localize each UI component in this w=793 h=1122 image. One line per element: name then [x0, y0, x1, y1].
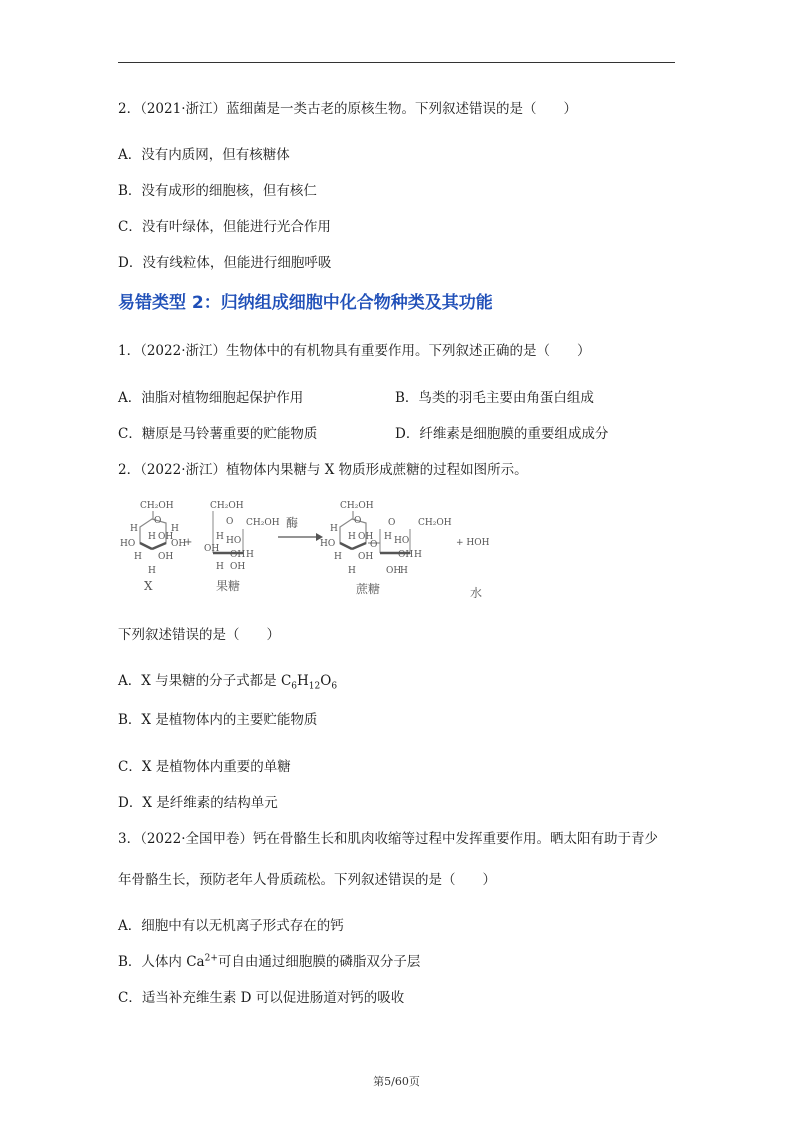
- sucrose-h: H: [384, 532, 392, 542]
- question-stem: 2．（2022·浙江）植物体内果糖与 X 物质形成蔗糖的过程如图所示。: [118, 462, 528, 478]
- formula-h: H: [297, 673, 309, 689]
- label-fructose: 果糖: [216, 579, 241, 593]
- superscript: 2+: [204, 953, 218, 964]
- subscript: 12: [308, 681, 321, 692]
- sucrose-ho: HO: [394, 536, 410, 546]
- question-stem: 1．（2022·浙江）生物体中的有机物具有重要作用。下列叙述正确的是（ ）: [118, 343, 591, 359]
- label-x: X: [144, 579, 153, 593]
- glucose-ring-o: O: [154, 516, 162, 526]
- question-stem-line2: 年骨骼生长，预防老年人骨质疏松。下列叙述错误的是（ ）: [118, 872, 496, 888]
- question-stem: 2．（2021·浙江）蓝细菌是一类古老的原核生物。下列叙述错误的是（ ）: [118, 101, 577, 117]
- sucrose-ring-o: O: [388, 518, 396, 528]
- glucose-h: H: [148, 566, 156, 576]
- fructose-h: H: [216, 562, 224, 572]
- glucose-oh: OH: [171, 539, 187, 549]
- plus-water: + HOH: [456, 538, 490, 548]
- fructose-oh: OH: [230, 550, 246, 560]
- sucrose-h: H: [348, 566, 356, 576]
- fructose-h: H: [246, 550, 254, 560]
- question-prompt: 下列叙述错误的是（ ）: [118, 627, 280, 643]
- question-stem-line1: 3．（2022·全国甲卷）钙在骨骼生长和肌肉收缩等过程中发挥重要作用。晒太阳有助于青少: [118, 831, 658, 847]
- option-b-text-rest: 可自由通过细胞膜的磷脂双分子层: [217, 954, 421, 970]
- fructose-ch2oh: CH₂OH: [246, 518, 280, 528]
- plus-sign: +: [184, 537, 193, 548]
- sucrose-oh: OH: [358, 552, 374, 562]
- fructose-ch2oh: CH₂OH: [210, 501, 244, 511]
- label-water: 水: [470, 586, 483, 600]
- sucrose-h: H: [400, 566, 408, 576]
- option-b-text: B．人体内 Ca: [118, 954, 205, 970]
- enzyme-label: 酶: [286, 516, 299, 530]
- sucrose-ring-o: O: [354, 516, 362, 526]
- option-c: C．适当补充维生素 D 可以促进肠道对钙的吸收: [118, 990, 405, 1006]
- option-d: D．纤维素是细胞膜的重要组成成分: [395, 426, 609, 442]
- option-b: B．没有成形的细胞核，但有核仁: [118, 183, 317, 199]
- fructose-oh: OH: [230, 562, 246, 572]
- sucrose-oh: OH: [386, 566, 402, 576]
- subscript: 6: [331, 681, 338, 692]
- glucose-h: H: [148, 532, 156, 542]
- fructose-structure: [204, 501, 280, 572]
- sucrose-oh: OH: [398, 550, 414, 560]
- glucose-ho: HO: [120, 539, 136, 549]
- glucose-oh: OH: [158, 532, 174, 542]
- fructose-h: H: [216, 532, 224, 542]
- sucrose-formation-diagram: [118, 495, 518, 610]
- sucrose-h: H: [334, 552, 342, 562]
- option-a: A．油脂对植物细胞起保护作用: [118, 390, 304, 406]
- option-c: C．没有叶绿体，但能进行光合作用: [118, 219, 331, 235]
- option-b: B．X 是植物体内的主要贮能物质: [118, 712, 318, 728]
- formula-o: O: [320, 673, 332, 689]
- sucrose-oh: OH: [358, 532, 374, 542]
- sucrose-structure: [320, 501, 452, 576]
- sucrose-ch2oh: CH₂OH: [340, 501, 374, 511]
- label-sucrose: 蔗糖: [356, 582, 381, 596]
- option-d: D．X 是纤维素的结构单元: [118, 795, 278, 811]
- sucrose-h: H: [330, 524, 338, 534]
- option-d: D．没有线粒体，但能进行细胞呼吸: [118, 255, 332, 271]
- glucose-structure: [120, 501, 186, 576]
- glucose-h: H: [130, 524, 138, 534]
- fructose-ho: HO: [226, 536, 242, 546]
- option-b: B．鸟类的羽毛主要由角蛋白组成: [395, 390, 594, 406]
- option-a-text: A．X 与果糖的分子式都是 C: [118, 673, 292, 689]
- sucrose-ho: HO: [320, 539, 336, 549]
- subscript: 6: [291, 681, 298, 692]
- option-a: A．没有内质网，但有核糖体: [118, 147, 290, 163]
- option-a: A．细胞中有以无机离子形式存在的钙: [118, 918, 344, 934]
- page-number: 第5/60页: [373, 1075, 420, 1088]
- fructose-oh: OH: [204, 544, 220, 554]
- option-c: C．X 是植物体内重要的单糖: [118, 759, 291, 775]
- sucrose-ch2oh: CH₂OH: [418, 518, 452, 528]
- glucose-oh: OH: [158, 552, 174, 562]
- sucrose-h: H: [414, 550, 422, 560]
- section-heading: 易错类型 2：归纳组成细胞中化合物种类及其功能: [118, 293, 493, 313]
- glucose-h: H: [171, 524, 179, 534]
- fructose-ring-o: O: [226, 517, 234, 527]
- glucose-ch2oh: CH₂OH: [140, 501, 174, 511]
- sucrose-link-o: O: [370, 540, 378, 550]
- option-c: C．糖原是马铃薯重要的贮能物质: [118, 426, 318, 442]
- sucrose-h: H: [348, 532, 356, 542]
- option-b: [118, 953, 420, 971]
- header-rule: [118, 62, 675, 63]
- option-a: [118, 672, 337, 690]
- glucose-h: H: [134, 552, 142, 562]
